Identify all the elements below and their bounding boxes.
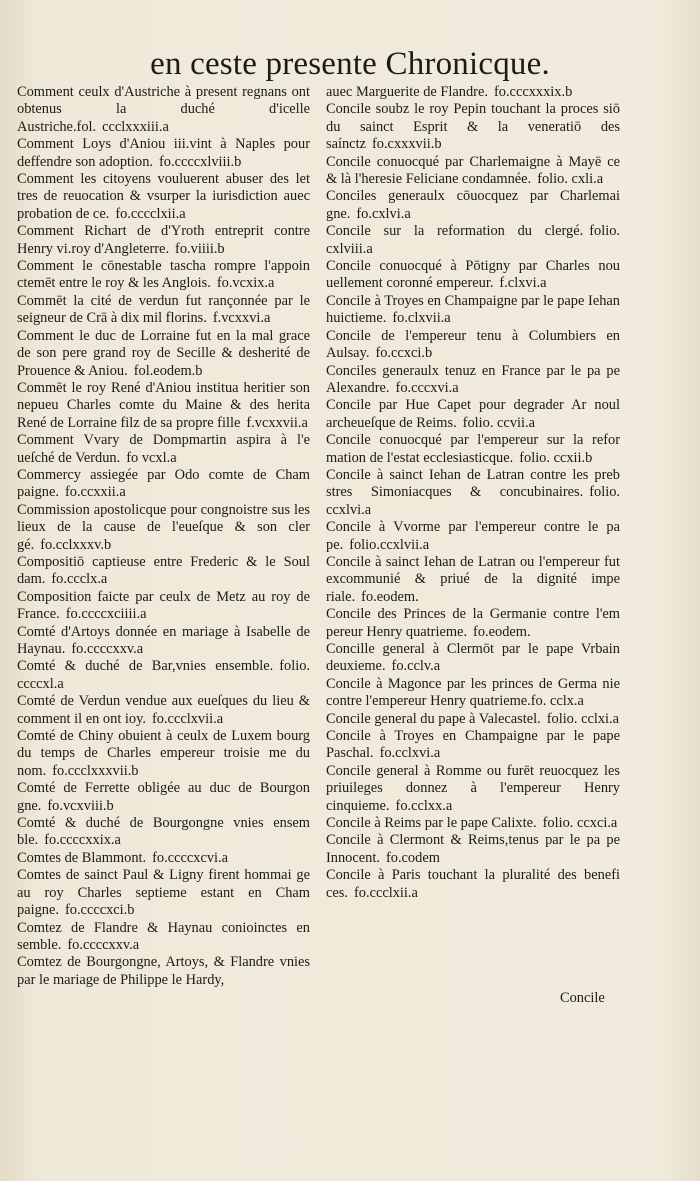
index-column-right — [326, 84, 620, 902]
entry-text: Comtes de Blammont. — [17, 849, 147, 866]
entry-text: Concile de l'empereur tenu à Columbiers en Aulsay. — [326, 327, 620, 362]
folio-reference: fo.ccxci.b — [375, 345, 433, 362]
folio-reference: fo.viiii.b — [175, 240, 225, 257]
index-entry — [17, 589, 310, 624]
entry-text: Comtes de sainct Paul & Ligny firent hommai ge au roy Charles septieme estant en Cham paigne. — [17, 867, 310, 919]
entry-text: auec Marguerite de Flandre. — [326, 84, 488, 100]
folio-reference: fo vcxl.a — [126, 449, 177, 466]
index-entry — [17, 693, 310, 728]
index-entry — [326, 832, 620, 867]
entry-text: Comment Loys d'Aniou iii.vint à Naples pour deffendre son adoption. — [17, 136, 310, 170]
folio-reference: folio. ccxlvi.a — [326, 484, 620, 518]
folio-reference: fo.vcxviii.b — [47, 797, 114, 814]
folio-reference: folio. cxli.a — [537, 171, 604, 188]
folio-reference: fo.ccclxii.a — [353, 884, 418, 901]
entry-text: Comment ceulx d'Austriche à present regnans ont obtenus la duché d'icelle Austriche.fol. — [17, 84, 310, 135]
index-entry — [17, 867, 310, 919]
entry-text: Concile à sainct Iehan de Latran ou l'empereur fut excommunié & priué de la dignité impe riale. — [326, 553, 620, 605]
entry-text: Comment les citoyens vouluerent abuser des let tres de reuocation & vsurper la iurisdiction auec probation de ce. — [17, 171, 310, 222]
catchword: Concile — [560, 990, 605, 1006]
folio-reference: fo.ccccxci.b — [64, 902, 135, 919]
entry-text: Commēt le roy René d'Aniou institua heritier son nepueu Charles comte du Maine & des herita René de Lorraine filz de sa propre fille — [17, 379, 310, 431]
folio-reference: fo.ccccxlviii.b — [159, 153, 242, 170]
folio-reference: folio. ccccxl.a — [17, 658, 310, 692]
index-entry — [326, 867, 620, 902]
folio-reference: fo.ccccxxv.a — [67, 936, 140, 953]
index-entry — [17, 502, 310, 554]
index-entry — [17, 293, 310, 328]
index-entry — [326, 101, 620, 153]
entry-text: Concile à Troyes en Champaigne par le pape Iehan huictieme. — [326, 292, 620, 327]
entry-text: Concile à Vvorme par l'empereur contre le pa pe. — [326, 519, 620, 553]
index-entry — [17, 136, 310, 171]
entry-text: Concile conuocqué à Pōtigny par Charles nou uellement coronné empereur. — [326, 258, 620, 292]
index-entry — [17, 84, 310, 136]
entry-text: Concile des Princes de la Germanie contre l'em pereur Henry quatrieme. — [326, 606, 620, 640]
entry-text: Concile à Troyes en Champaigne par le pape Paschal. — [326, 728, 620, 762]
entry-text: Concile soubz le roy Pepin touchant la proces siō du sainct Esprit & la veneratiō des saínctz — [326, 101, 620, 153]
index-entry — [17, 850, 310, 867]
index-entry — [17, 658, 310, 693]
entry-text: Commission apostolicque pour congnoistre sus les lieux de la cause de l'eueſque & son cler gé. — [17, 501, 310, 553]
index-entry — [17, 554, 310, 589]
folio-reference: f.vcxxvi.a — [212, 310, 271, 327]
folio-reference: folio. cxlviii.a — [326, 223, 620, 257]
entry-text: Comtez de Bourgongne, Artoys, & Flandre vnies par le mariage de Philippe le Hardy, — [17, 954, 310, 988]
folio-reference: fo.ccclx.a — [51, 571, 108, 588]
entry-text: Comté & duché de Bourgongne vnies ensem ble. — [17, 815, 310, 849]
entry-text: Compositiō captieuse entre Frederic & le Soul dam. — [17, 553, 310, 588]
entry-text: Comment le cōnestable tascha rompre l'appoin ctemēt entre le roy & les Anglois. — [17, 258, 310, 292]
index-entry — [326, 676, 620, 711]
folio-reference: fo.cxxxvii.b — [371, 136, 442, 153]
folio-reference: fo.ccccxxv.a — [71, 641, 144, 657]
index-entry — [326, 223, 620, 258]
folio-reference: fo.eodem. — [473, 623, 531, 640]
entry-text: Comté de Ferrette obligée au duc de Bourgon gne. — [17, 780, 310, 814]
entry-text: Comté de Chiny obuient à ceulx de Luxem bourg du temps de Charles empereur troisie me du nom. — [17, 728, 310, 779]
index-entry — [326, 293, 620, 328]
entry-text: Conciles generaulx cōuocquez par Charlemai gne. — [326, 188, 620, 222]
entry-text: Concile à Magonce par les princes de Germa nie contre l'empereur Henry quatrieme.fo. cclx.a — [326, 675, 620, 710]
folio-reference: folio. ccxii.b — [519, 449, 593, 466]
index-entry — [17, 780, 310, 815]
entry-text: Comté & duché de Bar,vnies ensemble. — [17, 658, 274, 675]
index-entry — [326, 397, 620, 432]
index-entry — [326, 188, 620, 223]
entry-text: Comment le duc de Lorraine fut en la mal grace de son pere grand roy de Secille & desherité de Prouence & Aniou. — [17, 327, 310, 379]
index-entry — [326, 154, 620, 189]
folio-reference: fo.cclxx.a — [395, 797, 453, 814]
index-entry — [17, 380, 310, 432]
folio-reference: fol.eodem.b — [133, 362, 203, 379]
folio-reference: folio. ccvii.a — [462, 414, 535, 431]
entry-text: Concile à Clermont & Reims,tenus par le pa pe Innocent. — [326, 832, 620, 866]
entry-text: Commēt la cité de verdun fut rançonnée par le seigneur de Crā à dix mil florins. — [17, 292, 310, 327]
index-entry — [17, 815, 310, 850]
index-entry — [17, 467, 310, 502]
entry-text: Concile à sainct Iehan de Latran contre les preb stres Simoniacques & concubinaires. — [326, 466, 620, 501]
folio-reference: fo.ccclxvii.a — [151, 710, 224, 727]
entry-text: Concile conuocqué par Charlemaigne à Mayē ce & là l'heresie Feliciane condamnée. — [326, 153, 620, 188]
index-entry — [326, 815, 620, 832]
folio-reference: fo.cclxvi.a — [379, 745, 441, 762]
index-entry — [17, 171, 310, 223]
folio-reference: fo.vcxix.a — [216, 275, 275, 292]
index-entry — [326, 363, 620, 398]
index-entry — [17, 328, 310, 380]
folio-reference: fo.codem — [385, 849, 440, 866]
folio-reference: folio.ccxlvii.a — [349, 536, 430, 553]
entry-text: Concile par Hue Capet pour degrader Ar noul archeueſque de Reims. — [326, 397, 620, 431]
entry-text: Concile general à Romme ou furēt reuocquez les priuileges donnez à l'empereur Henry cinquieme. — [326, 762, 620, 814]
entry-text: Comment Vvary de Dompmartin aspira à l'e ueſché de Verdun. — [17, 432, 310, 466]
folio-reference: fo.ccccxciiii.a — [65, 606, 147, 623]
folio-reference: fo.ccxxii.a — [64, 484, 126, 501]
folio-reference: f.clxvi.a — [499, 275, 547, 292]
page-title: en ceste presente Chronicque. — [150, 46, 550, 82]
entry-text: Commercy assiegée par Odo comte de Cham paigne. — [17, 466, 310, 501]
folio-reference: folio. ccxci.a — [542, 815, 618, 832]
folio-reference: fo.cccxxxix.b — [493, 84, 573, 100]
folio-reference: f.vcxxvii.a — [246, 414, 308, 431]
folio-reference: fo.ccclxxxvii.b — [52, 762, 139, 779]
index-entry — [326, 554, 620, 606]
entry-text: Composition faicte par ceulx de Metz au roy de France. — [17, 588, 310, 623]
index-entry — [326, 258, 620, 293]
index-entry — [17, 954, 310, 989]
entry-text: Comtez de Flandre & Haynau conioinctes en semble. — [17, 919, 310, 953]
folio-reference: fo.ccccxxix.a — [44, 832, 121, 849]
index-entry — [326, 84, 620, 101]
folio-reference: fo.ccccxcvi.a — [152, 849, 229, 866]
entry-text: Comté d'Artoys donnée en mariage à Isabelle de Haynau. — [17, 623, 310, 657]
entry-text: Concile general du pape à Valecastel. — [326, 710, 541, 727]
index-entry — [326, 606, 620, 641]
entry-text: Comté de Verdun vendue aux eueſques du lieu & comment il en ont ioy. — [17, 693, 310, 727]
entry-text: Concile conuocqué par l'empereur sur la refor mation de l'estat ecclesiasticque. — [326, 432, 620, 466]
index-entry — [17, 624, 310, 659]
index-entry — [326, 328, 620, 363]
index-entry — [17, 432, 310, 467]
folio-reference: fo.cccxvi.a — [395, 379, 459, 396]
index-entry — [326, 519, 620, 554]
index-entry — [326, 467, 620, 519]
index-entry — [326, 641, 620, 676]
index-entry — [17, 920, 310, 955]
folio-reference: fo.clxvii.a — [392, 310, 451, 327]
index-entry — [326, 711, 620, 728]
index-column-left — [17, 84, 310, 989]
index-entry — [17, 258, 310, 293]
folio-reference: fo.cccclxii.a — [115, 205, 186, 222]
entry-text: Comment Richart de d'Yroth entreprit contre Henry vi.roy d'Angleterre. — [17, 223, 310, 257]
entry-text: Concille general à Clermōt par le pape Vrbain deuxieme. — [326, 641, 620, 675]
folio-reference: ccclxxxiii.a — [102, 118, 169, 135]
folio-reference: fo.cclxxxv.b — [40, 536, 112, 553]
index-entry — [17, 223, 310, 258]
index-entry — [326, 763, 620, 815]
entry-text: Concile à Reims par le pape Calixte. — [326, 815, 537, 832]
entry-text: Conciles generaulx tenuz en France par le pa pe Alexandre. — [326, 362, 620, 396]
index-entry — [326, 432, 620, 467]
folio-reference: fo.eodem. — [361, 588, 419, 605]
folio-reference: fo.cclv.a — [391, 658, 441, 675]
entry-text: Concile sur la reformation du clergé. — [326, 223, 584, 240]
entry-text: Concile à Paris touchant la pluralité des benefi ces. — [326, 867, 620, 901]
index-entry — [326, 728, 620, 763]
index-entry — [17, 728, 310, 780]
folio-reference: folio. cclxi.a — [546, 710, 620, 727]
folio-reference: fo.cxlvi.a — [356, 205, 411, 222]
